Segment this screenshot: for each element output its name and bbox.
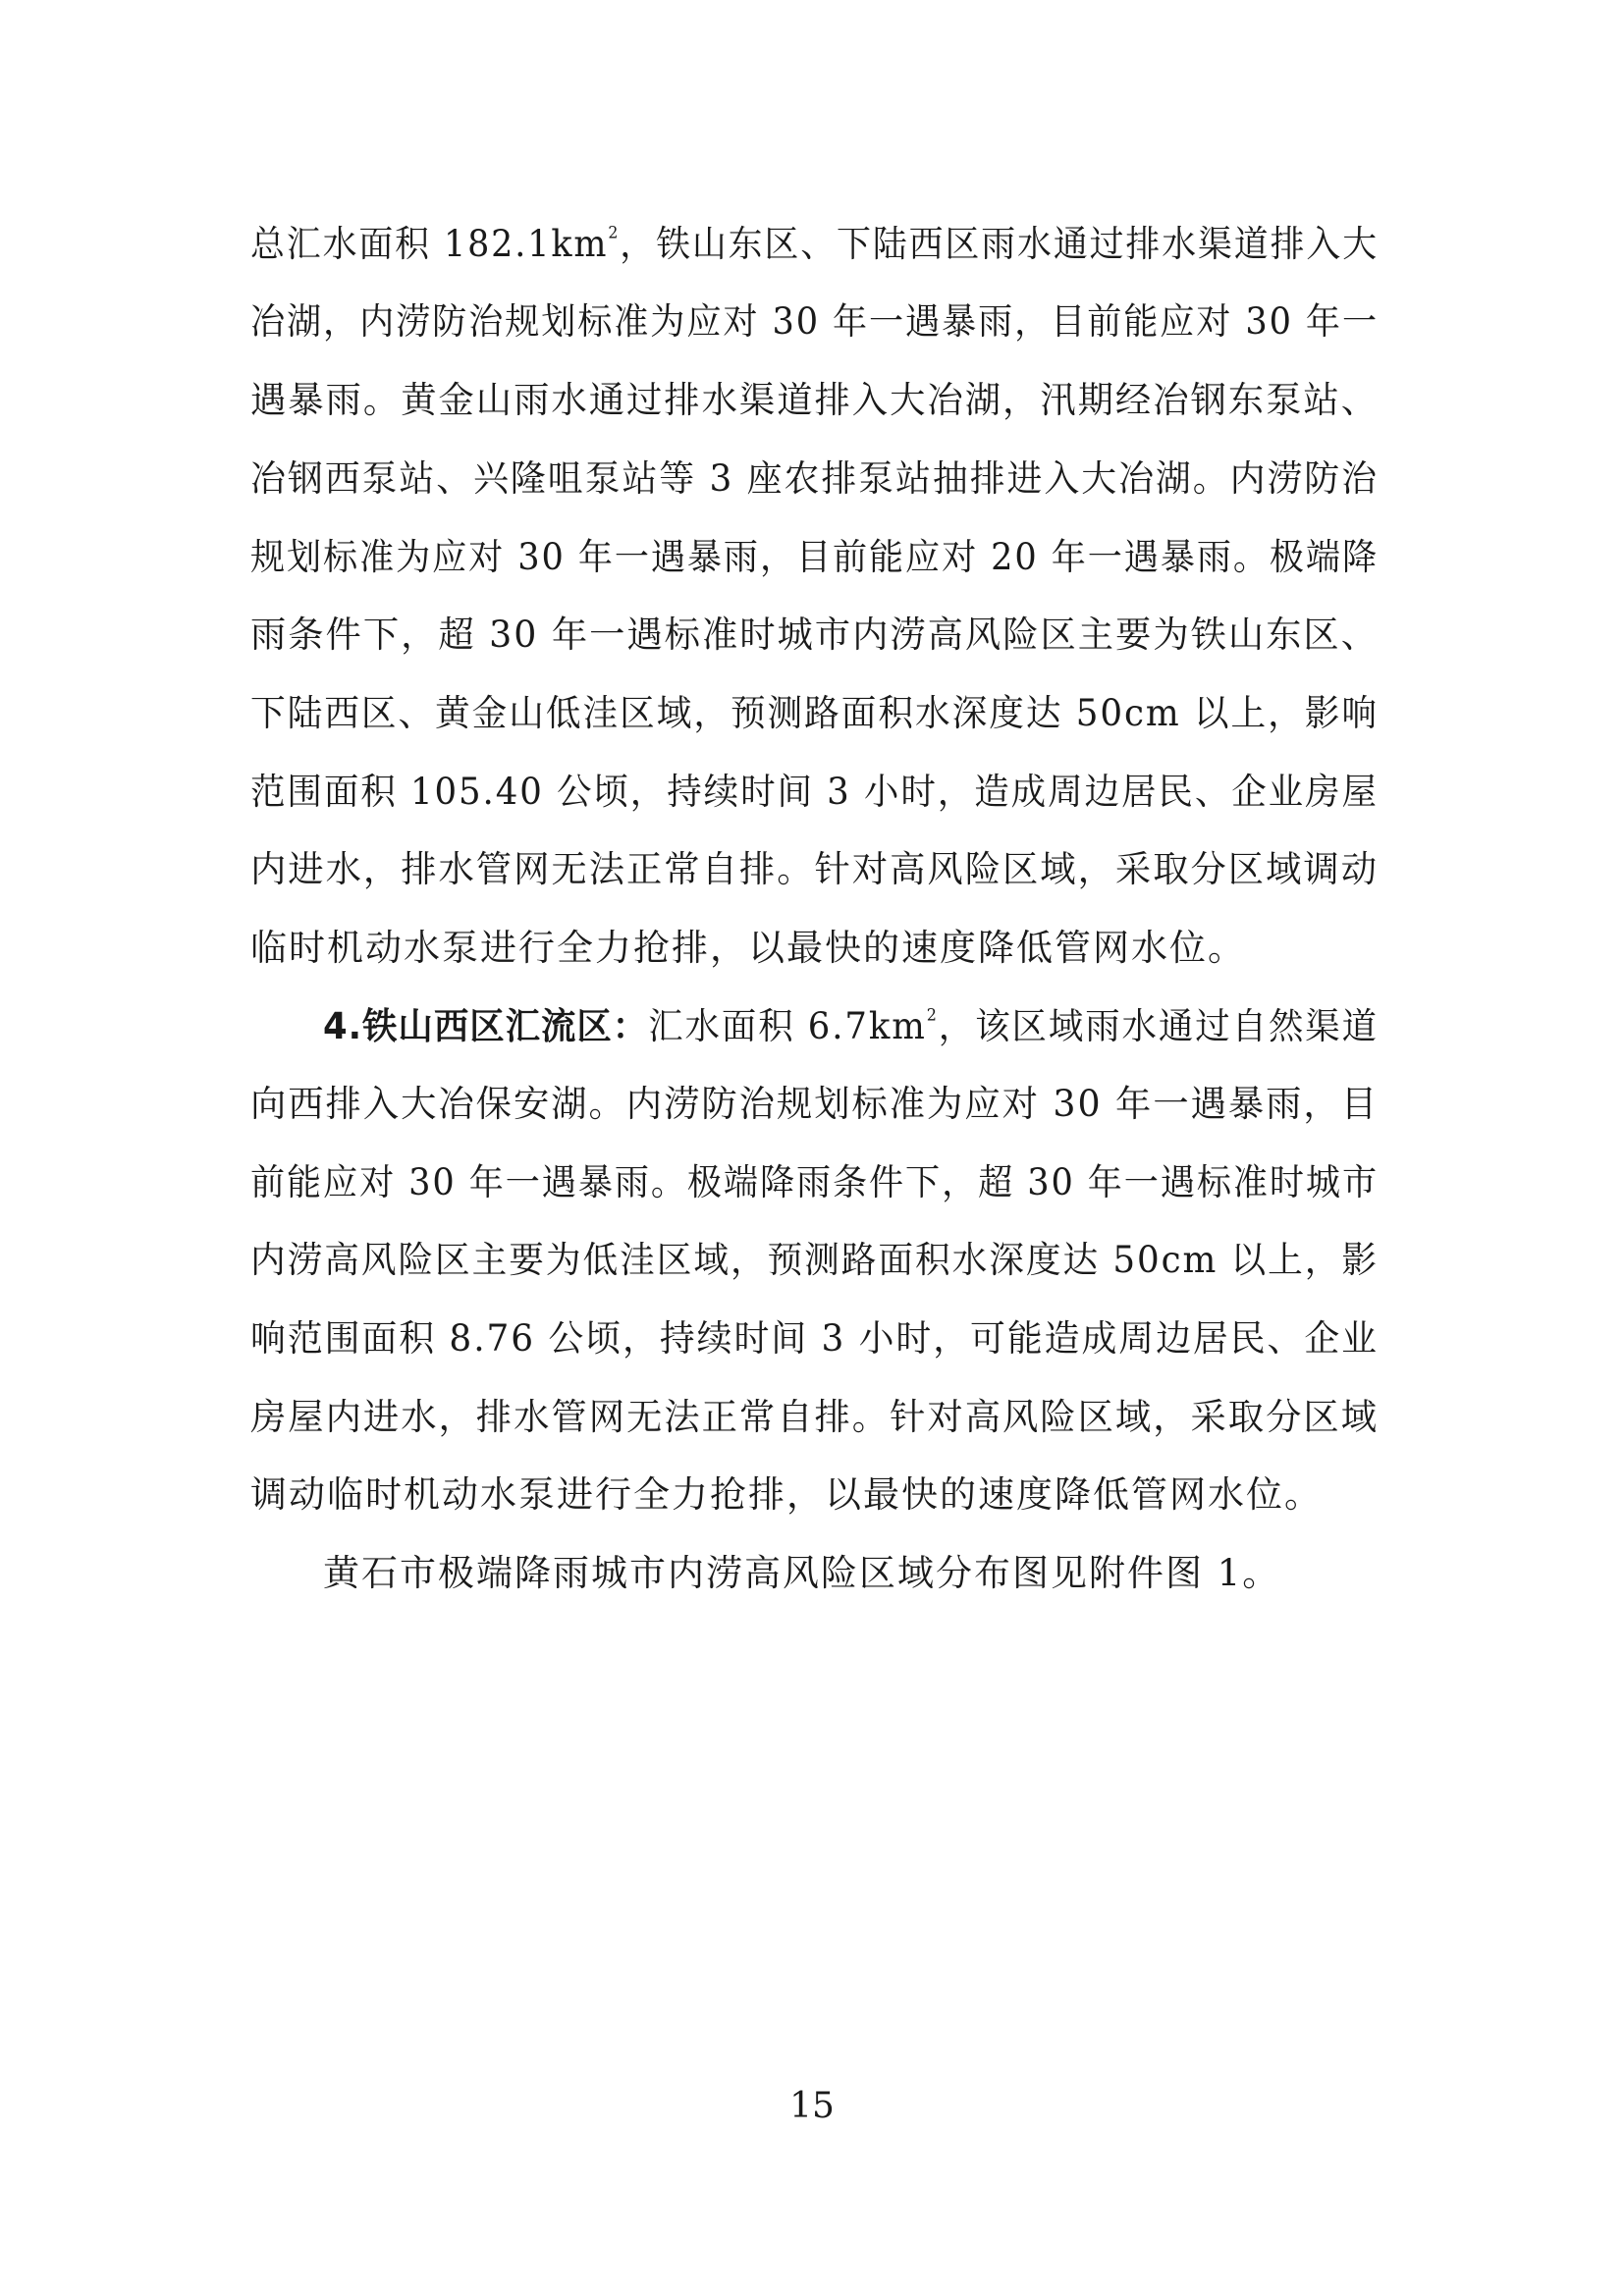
text-line: 内涝高风险区主要为低洼区域，预测路面积水深度达 50cm 以上，影: [250, 1239, 1379, 1281]
text-line: 前能应对 30 年一遇暴雨。极端降雨条件下，超 30 年一遇标准时城市: [250, 1161, 1379, 1203]
text-line: 4.铁山西区汇流区：汇水面积 $6.7km^2$，该区域雨水通过自然渠道: [323, 1005, 1379, 1047]
text-line: 内进水，排水管网无法正常自排。针对高风险区域，采取分区域调动: [250, 848, 1379, 890]
text-line: 调动临时机动水泵进行全力抢排，以最快的速度降低管网水位。: [250, 1473, 1323, 1516]
text-line: 房屋内进水，排水管网无法正常自排。针对高风险区域，采取分区域: [250, 1396, 1379, 1438]
section-heading: 4.铁山西区汇流区：: [323, 1005, 649, 1047]
text-line: 响范围面积 8.76 公顷，持续时间 3 小时，可能造成周边居民、企业: [250, 1317, 1379, 1360]
text-line: 向西排入大冶保安湖。内涝防治规划标准为应对 30 年一遇暴雨，目: [250, 1083, 1379, 1125]
text-line: 冶湖，内涝防治规划标准为应对 30 年一遇暴雨，目前能应对 30 年一: [250, 300, 1379, 343]
text-line: 临时机动水泵进行全力抢排，以最快的速度降低管网水位。: [250, 927, 1246, 969]
text-line: 规划标准为应对 30 年一遇暴雨，目前能应对 20 年一遇暴雨。极端降: [250, 536, 1379, 578]
text-line: 冶钢西泵站、兴隆咀泵站等 3 座农排泵站抽排进入大冶湖。内涝防治: [250, 457, 1379, 500]
text-line: 黄石市极端降雨城市内涝高风险区域分布图见附件图 1。: [323, 1552, 1281, 1594]
text-line: 总汇水面积 $182.1km^2$，铁山东区、下陆西区雨水通过排水渠道排入大: [250, 223, 1379, 265]
page-number: 15: [789, 2086, 835, 2126]
text-line: 遇暴雨。黄金山雨水通过排水渠道排入大冶湖，汛期经冶钢东泵站、: [250, 379, 1379, 421]
text-line: 雨条件下，超 30 年一遇标准时城市内涝高风险区主要为铁山东区、: [250, 614, 1379, 656]
text-line: 下陆西区、黄金山低洼区域，预测路面积水深度达 50cm 以上，影响: [250, 692, 1379, 734]
text-line: 范围面积 105.40 公顷，持续时间 3 小时，造成周边居民、企业房屋: [250, 771, 1379, 813]
